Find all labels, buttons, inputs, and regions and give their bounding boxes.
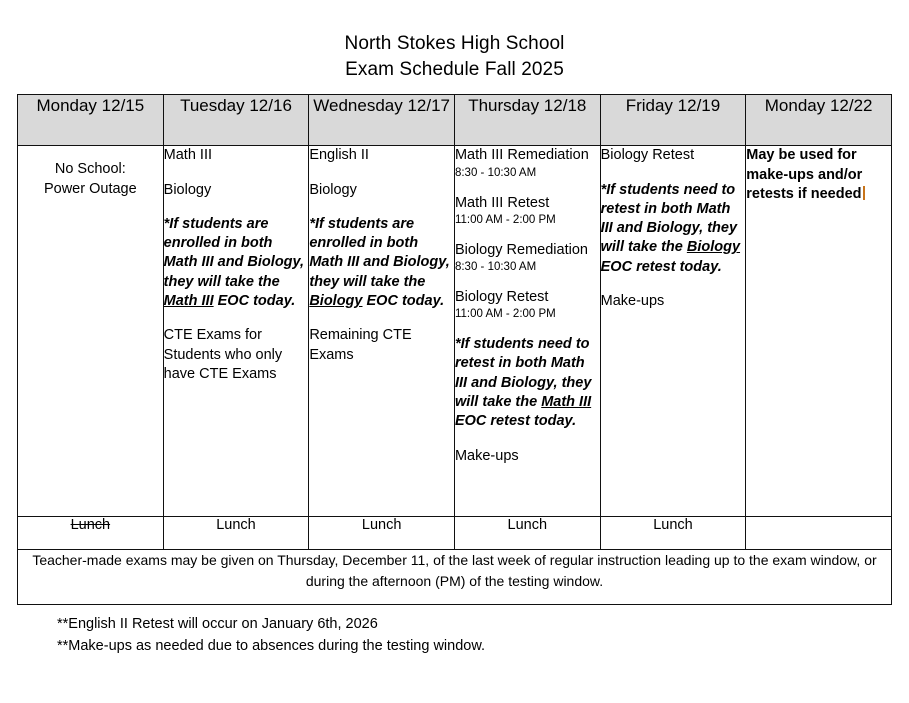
friday-item-1: Biology Retest	[600, 147, 695, 164]
thursday-item-3-time: 8:30 - 10:30 AM	[454, 261, 537, 273]
thursday-note-underlined: Math III	[541, 394, 592, 410]
table-body-row	[18, 146, 892, 517]
page-title	[0, 0, 909, 82]
text-cursor-caret	[863, 186, 866, 200]
cell-tuesday-12-16[interactable]	[163, 146, 309, 517]
wednesday-eoc-note	[309, 215, 454, 311]
lunch-label-struck: Lunch	[70, 517, 111, 534]
thursday-retest-note	[455, 335, 600, 431]
wednesday-note-underlined: Biology	[309, 292, 363, 309]
tuesday-note-part1: *If students are enrolled in both Math III and Biology, they will take the	[163, 215, 305, 290]
thursday-item-2	[455, 194, 600, 228]
wednesday-exam-2: Biology	[309, 181, 357, 198]
no-school-line1: No School:	[54, 161, 126, 178]
lunch-cell-wednesday-12-17[interactable]: Lunch	[309, 517, 455, 550]
wednesday-note-part2: EOC today.	[362, 292, 445, 309]
thursday-item-2-label: Math III Retest	[454, 194, 550, 211]
wednesday-exam-1: English II	[309, 147, 369, 164]
cell-friday-12-19[interactable]	[600, 146, 746, 517]
teacher-note-row	[18, 550, 892, 605]
lunch-cell-thursday-12-18[interactable]: Lunch	[454, 517, 600, 550]
friday-retest-note	[601, 181, 746, 277]
cell-thursday-12-18[interactable]	[454, 146, 600, 517]
column-header-monday-12-15: Monday 12/15	[18, 95, 164, 146]
exam-schedule-table	[17, 94, 892, 605]
friday-note-part2: EOC retest today.	[600, 258, 722, 275]
lunch-cell-monday-12-15[interactable]	[18, 517, 164, 550]
thursday-item-1-label: Math III Remediation	[454, 147, 589, 164]
title-line-schedule: Exam Schedule Fall 2025	[345, 58, 564, 80]
lunch-cell-friday-12-19[interactable]: Lunch	[600, 517, 746, 550]
column-header-monday-12-22: Monday 12/22	[746, 95, 892, 146]
friday-note-underlined: Biology	[686, 239, 741, 256]
thursday-makeups: Make-ups	[454, 447, 519, 464]
friday-note-part1: *If students need to retest in both Math III and Biology, they will take the	[600, 181, 738, 256]
column-header-thursday-12-18: Thursday 12/18	[454, 95, 600, 146]
tuesday-exam-2: Biology	[163, 181, 212, 198]
lunch-cell-tuesday-12-16[interactable]: Lunch	[163, 517, 309, 550]
table-header-row	[18, 95, 892, 146]
tuesday-eoc-note	[164, 215, 309, 311]
lunch-cell-monday-12-22[interactable]	[746, 517, 892, 550]
cell-monday-12-15[interactable]	[18, 146, 164, 517]
lunch-row	[18, 517, 892, 550]
thursday-item-1	[455, 146, 600, 180]
wednesday-cte-note: Remaining CTE Exams	[309, 327, 412, 363]
tuesday-note-underlined: Math III	[163, 292, 214, 309]
monday22-note	[746, 146, 891, 204]
column-header-friday-12-19: Friday 12/19	[600, 95, 746, 146]
thursday-item-4-time: 11:00 AM - 2:00 PM	[454, 308, 556, 321]
footnotes-block	[57, 614, 909, 658]
no-school-notice	[18, 160, 163, 199]
no-school-line2: Power Outage	[43, 180, 137, 197]
monday22-note-text: May be used for make-ups and/or retests if needed	[746, 147, 863, 202]
thursday-item-2-time: 11:00 AM - 2:00 PM	[454, 213, 556, 226]
thursday-item-4-label: Biology Retest	[454, 288, 549, 305]
footnote-english-retest: **English II Retest will occur on January 6th, 2026	[57, 616, 378, 633]
thursday-note-part1: *If students need to retest in both Math III and Biology, they will take the	[454, 336, 592, 410]
thursday-note-part2: EOC retest today.	[454, 413, 577, 430]
thursday-item-3-label: Biology Remediation	[454, 241, 588, 258]
schedule-table-wrapper	[17, 94, 892, 605]
cell-wednesday-12-17[interactable]	[309, 146, 455, 517]
tuesday-exam-1: Math III	[163, 147, 213, 164]
wednesday-note-part1: *If students are enrolled in both Math III and Biology, they will take the	[309, 215, 450, 290]
footnote-makeups: **Make-ups as needed due to absences during the testing window.	[57, 638, 486, 655]
thursday-item-4	[455, 288, 600, 322]
tuesday-note-part2: EOC today.	[213, 292, 296, 309]
tuesday-cte-note: CTE Exams for Students who only have CTE Exams	[163, 327, 283, 382]
thursday-item-1-time: 8:30 - 10:30 AM	[454, 166, 537, 179]
cell-monday-12-22[interactable]	[746, 146, 892, 517]
column-header-wednesday-12-17: Wednesday 12/17	[309, 95, 455, 146]
column-header-tuesday-12-16: Tuesday 12/16	[163, 95, 309, 146]
friday-makeups: Make-ups	[600, 292, 665, 309]
thursday-item-3	[455, 241, 600, 275]
title-line-school: North Stokes High School	[344, 33, 565, 54]
teacher-made-exams-note[interactable]: Teacher-made exams may be given on Thursday, December 11, of the last week of regular instruction leading up to the exam window, or during the afternoon (PM) of the testing window.	[18, 550, 892, 605]
